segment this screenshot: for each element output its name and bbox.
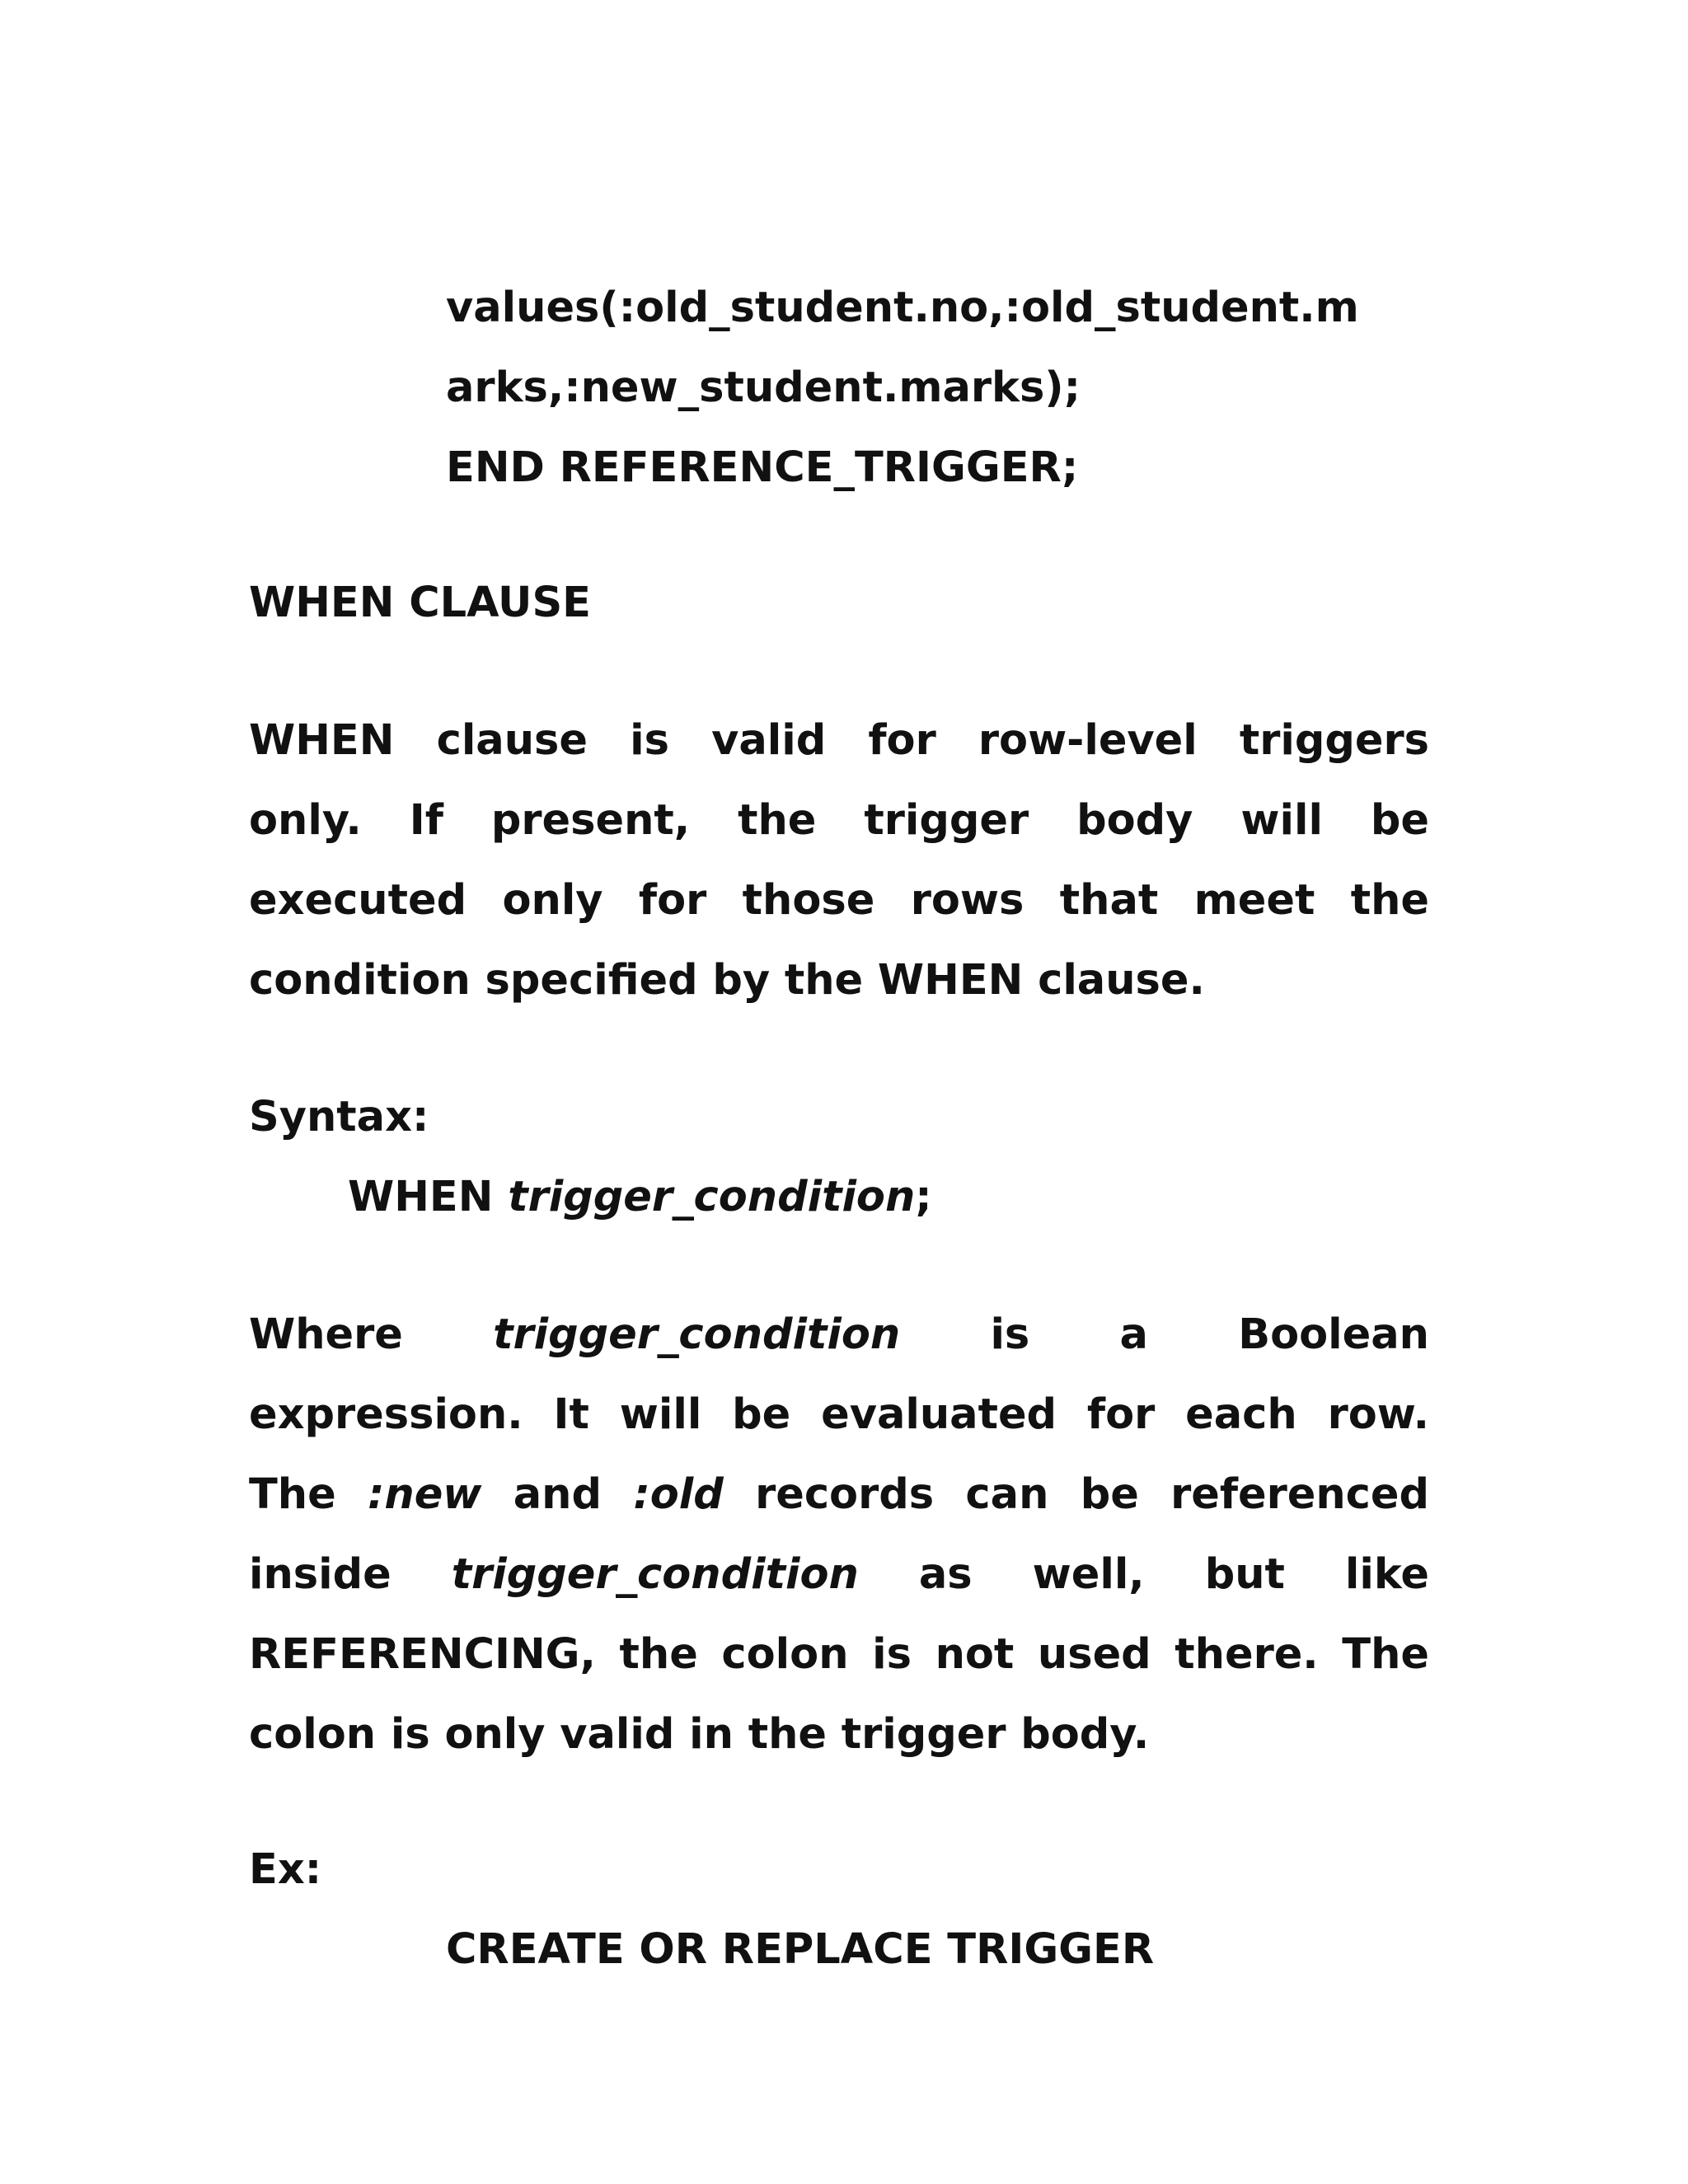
word: records can be referenced [755, 1470, 1429, 1519]
syntax-terminator: ; [915, 1173, 932, 1221]
paragraph-line: colon is only valid in the trigger body. [249, 1710, 1150, 1759]
code-line: CREATE OR REPLACE TRIGGER [446, 1925, 1155, 1974]
word: is [990, 1310, 1030, 1359]
paragraph-line: WHEN clause is valid for row-level triggers [249, 716, 1429, 765]
word: and [513, 1470, 602, 1519]
code-line: END REFERENCE_TRIGGER; [446, 443, 1079, 492]
syntax-statement [348, 1173, 932, 1221]
word-italic: :old [633, 1470, 724, 1519]
code-line: values(:old_student.no,:old_student.m [446, 284, 1359, 332]
syntax-keyword: WHEN [348, 1173, 494, 1221]
word: Boolean [1238, 1310, 1429, 1359]
paragraph-line: executed only for those rows that meet the [249, 876, 1429, 925]
paragraph-line: expression. It will be evaluated for each row. [249, 1390, 1429, 1439]
syntax-condition: trigger_condition [508, 1173, 916, 1221]
paragraph-line: REFERENCING, the colon is not used there. The [249, 1630, 1429, 1679]
word-italic: :new [368, 1470, 482, 1519]
word: The [249, 1470, 336, 1519]
paragraph-line [249, 1470, 1429, 1519]
syntax-label: Syntax: [249, 1093, 429, 1141]
paragraph-line [249, 1310, 1429, 1359]
paragraph-line [249, 1550, 1430, 1599]
word: Where [249, 1310, 403, 1359]
example-label: Ex: [249, 1845, 322, 1894]
word-italic: trigger_condition [493, 1310, 901, 1359]
word: as well, but like [918, 1550, 1430, 1599]
paragraph-line: condition specified by the WHEN clause. [249, 956, 1205, 1005]
section-heading: WHEN CLAUSE [249, 579, 592, 627]
code-line: arks,:new_student.marks); [446, 363, 1081, 412]
word: a [1119, 1310, 1148, 1359]
word: inside [249, 1550, 392, 1599]
word-italic: trigger_condition [451, 1550, 859, 1599]
paragraph-line: only. If present, the trigger body will be [249, 796, 1429, 845]
